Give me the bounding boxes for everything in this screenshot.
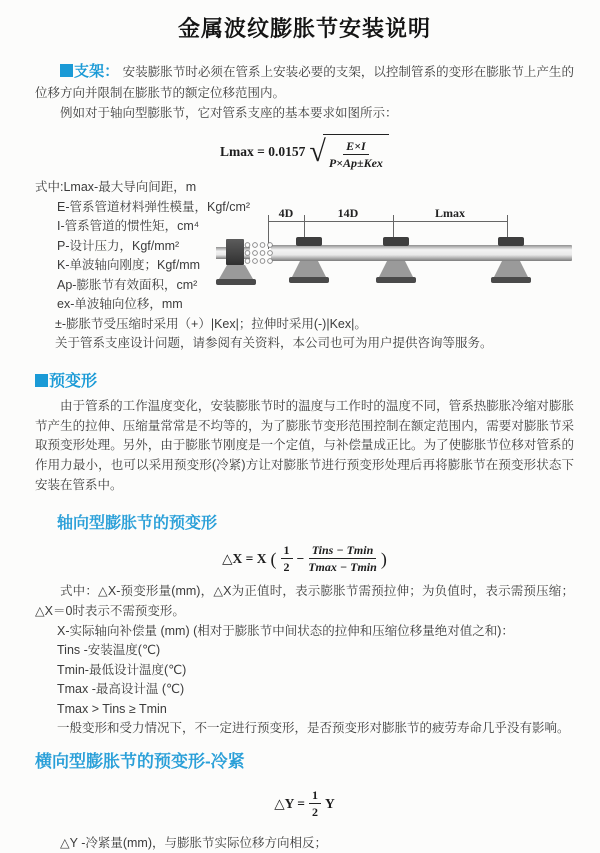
support-consulting-note: 关于管系支座设计问题，请参阅有关资料，本公司也可为用户提供咨询等服务。	[55, 336, 493, 351]
delta-y-formula-rhs: Y	[324, 795, 335, 811]
fraction-denominator: 2	[311, 805, 318, 820]
delta-x-formula	[35, 543, 574, 575]
formula-variable-line: E-管系管道材料弹性模量，Kgf/cm²	[57, 199, 251, 214]
axial-variable-line: Tmin-最低设计温度(℃)	[57, 662, 187, 677]
fraction-denominator: Tmax − Tmin	[308, 560, 377, 574]
delta-x-formula-lhs: △X = X	[222, 550, 267, 566]
lmax-formula-numerator: E×I	[343, 139, 369, 155]
support-requirement-diagram	[216, 206, 572, 302]
delta-y-formula-lhs: △Y =	[274, 795, 305, 811]
formula-variable-line: 式中:Lmax-最大导向间距，m	[35, 180, 197, 195]
dimension-label-lmax: Lmax	[435, 206, 465, 221]
support-heading-label: 支架：	[74, 63, 120, 81]
support-intro-text: 安装膨胀节时必须在管系上安装必要的支架，以控制管系的变形在膨胀节上产生的位移方向并限制在膨胀节的额定位移范围内。	[35, 65, 574, 101]
guide-support-icon	[489, 237, 533, 289]
axial-variable-line: Tmax -最高设计温 (℃)	[57, 682, 185, 697]
right-paren: )	[380, 548, 387, 569]
formula-variable-line: ±-膨胀节受压缩时采用（+）|Kex|；拉伸时采用(-)|Kex|。	[55, 316, 367, 331]
page-title: 金属波纹膨胀节安装说明	[177, 16, 431, 41]
fraction-numerator: 1	[309, 788, 321, 804]
axial-variable-line: Tmax > Tins ≥ Tmin	[57, 701, 167, 716]
lmax-formula-denominator: P×Ap±Kex	[328, 155, 383, 170]
support-section-heading	[60, 63, 119, 80]
formula-variable-line: ex-单波轴向位移，mm	[57, 297, 183, 312]
lateral-subsection-heading: 横向型膨胀节的预变形-冷紧	[35, 751, 245, 771]
guide-support-icon	[374, 237, 418, 289]
formula-variable-line: K-单波轴向刚度；Kgf/mm	[57, 258, 201, 273]
formula-variable-line: P-设计压力，Kgf/mm²	[57, 238, 180, 253]
dimension-label-14d: 14D	[337, 206, 359, 221]
one-half-fraction	[281, 543, 293, 575]
minus-sign: −	[296, 550, 305, 566]
dimension-label-4d: 4D	[278, 206, 294, 221]
formula-variable-line: Ap-膨胀节有效面积，cm²	[57, 277, 198, 292]
predeform-heading-label: 预变形	[49, 372, 98, 390]
delta-y-formula	[35, 788, 574, 820]
radical-sign-icon: √	[309, 134, 326, 168]
axial-remark-line: 一般变形和受力情况下，不一定进行预变形，是否预变形对膨胀节的疲劳寿命几乎没有影响。	[57, 721, 570, 736]
section-bullet-icon	[60, 64, 73, 77]
support-example-line: 例如对于轴向型膨胀节，它对管系支座的基本要求如图所示：	[60, 105, 398, 120]
one-half-fraction	[309, 788, 321, 820]
formula-variables-region	[35, 178, 574, 354]
bellows-icon	[244, 241, 274, 265]
temperature-fraction	[308, 543, 377, 575]
delta-x-note-paragraph: 式中：△X-预变形量(mm)，△X为正值时，表示膨胀节需预拉伸；为负值时，表示需预压缩；△X＝0时表示不需预变形。	[35, 584, 574, 619]
fraction-denominator: 2	[283, 560, 290, 574]
section-bullet-icon	[35, 374, 48, 387]
fraction-numerator: Tins − Tmin	[309, 543, 377, 559]
formula-variable-line: I-管系管道的惯性矩，cm⁴	[57, 219, 200, 234]
fraction-numerator: 1	[281, 543, 293, 559]
support-intro-paragraph	[35, 60, 574, 103]
axial-variable-line: X-实际轴向补偿量 (mm) (相对于膨胀节中间状态的拉伸和压缩位移量绝对值之和)：	[57, 623, 514, 638]
guide-support-icon	[287, 237, 331, 289]
left-paren: (	[270, 548, 277, 569]
lmax-formula-lhs: Lmax = 0.0157	[220, 143, 306, 159]
predeform-paragraph: 由于管系的工作温度变化，安装膨胀节时的温度与工作时的温度不同，管系热膨胀冷缩对膨胀节产生的拉伸、压缩量常常是不均等的，为了膨胀节变形范围控制在额定范围内，需要对膨胀节采取预变形处理。另外，由于膨胀节刚度是一个定值，与补偿量成正比。为了使膨胀节位移对管系的作用力最小，也可以采用预变形(冷紧)方让对膨胀节进行预变形处理后再将膨胀节在预变形状态下安装在管系中。	[35, 398, 574, 492]
lmax-formula	[35, 134, 574, 171]
axial-subsection-heading: 轴向型膨胀节的预变形	[57, 514, 218, 532]
predeform-section-heading	[35, 368, 574, 391]
delta-y-note-line: △Y -冷紧量(mm)，与膨胀节实际位移方向相反；	[60, 835, 328, 850]
radical-expression	[309, 134, 389, 171]
axial-variable-line: Tins -安装温度(℃)	[57, 643, 161, 658]
